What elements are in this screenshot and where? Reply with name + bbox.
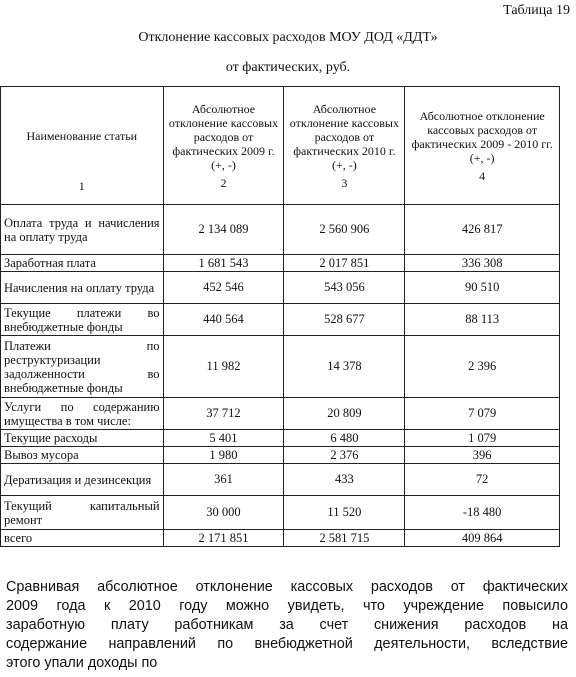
header-col-name-label: Наименование статьи [26, 128, 138, 143]
row-value-2010: 2 560 906 [284, 205, 405, 255]
row-value-diff: 72 [405, 464, 560, 496]
row-value-2010: 433 [284, 464, 405, 496]
row-value-2010: 2 017 851 [284, 255, 405, 272]
row-value-diff: 396 [405, 447, 560, 464]
row-name: всего [1, 530, 164, 547]
row-value-2009: 37 712 [163, 398, 284, 430]
row-name: Заработная плата [1, 255, 164, 272]
row-value-diff: 426 817 [405, 205, 560, 255]
row-value-2009: 361 [163, 464, 284, 496]
row-value-2009: 5 401 [163, 430, 284, 447]
row-value-2009: 440 564 [163, 304, 284, 336]
table-row [1, 272, 560, 304]
row-value-diff: 409 864 [405, 530, 560, 547]
header-col-name-number: 1 [78, 178, 85, 193]
row-name: Оплата труда и начисления на оплату труда [1, 205, 164, 255]
header-col-diff-label: Абсолютное отклонение кассовых расходов от фактических 2009 - 2010 гг.(+, -) [411, 108, 553, 165]
row-value-diff: 1 079 [405, 430, 560, 447]
table-header-row [1, 87, 560, 205]
row-value-2010: 528 677 [284, 304, 405, 336]
body-paragraph [6, 578, 568, 673]
table-row-total [1, 530, 560, 547]
table-row [1, 464, 560, 496]
expense-deviation-table [0, 86, 560, 547]
row-name: Текущий капитальный ремонт [1, 496, 164, 530]
row-value-2009: 11 982 [163, 336, 284, 398]
row-value-2009: 1 980 [163, 447, 284, 464]
paragraph-line: 2009 года к 2010 году можно увидеть, что учреждение повысило [6, 598, 568, 614]
table-row [1, 430, 560, 447]
table-row [1, 398, 560, 430]
header-col-2009-label: Абсолютное отклонение кассовых расходов от фактических 2009 г. (+, -) [168, 101, 279, 172]
row-value-2009: 2 171 851 [163, 530, 284, 547]
paragraph-line: Сравнивая абсолютное отклонение кассовых расходов от фактических [6, 579, 568, 595]
row-name: Услуги по содержанию имущества в том числе: [1, 398, 164, 430]
header-col-2009-number: 2 [220, 175, 227, 190]
header-col-diff [405, 87, 560, 205]
row-value-2010: 6 480 [284, 430, 405, 447]
row-value-2010: 14 378 [284, 336, 405, 398]
header-col-name [1, 87, 164, 205]
row-value-2010: 20 809 [284, 398, 405, 430]
row-value-diff: 90 510 [405, 272, 560, 304]
header-col-2009 [163, 87, 284, 205]
header-col-2010 [284, 87, 405, 205]
row-value-diff: -18 480 [405, 496, 560, 530]
row-name: Текущие расходы [1, 430, 164, 447]
row-name: Вывоз мусора [1, 447, 164, 464]
row-value-2010: 2 581 715 [284, 530, 405, 547]
paragraph-line: заработную плату работникам за счет снижения расходов на [6, 617, 568, 633]
row-name: Текущие платежи во внебюджетные фонды [1, 304, 164, 336]
row-value-diff: 7 079 [405, 398, 560, 430]
paragraph-line: содержание направлений по внебюджетной деятельности, вследствие [6, 636, 568, 652]
paragraph-line: этого упали доходы по [6, 655, 158, 671]
row-value-2010: 2 376 [284, 447, 405, 464]
row-value-2009: 452 546 [163, 272, 284, 304]
table-row [1, 447, 560, 464]
row-name: Начисления на оплату труда [1, 272, 164, 304]
row-value-diff: 2 396 [405, 336, 560, 398]
header-col-2010-label: Абсолютное отклонение кассовых расходов от фактических 2010 г. (+, -) [289, 101, 399, 172]
table-row [1, 336, 560, 398]
table-subtitle: от фактических, руб. [225, 60, 351, 75]
row-value-2010: 543 056 [284, 272, 405, 304]
table-title: Отклонение кассовых расходов МОУ ДОД «ДДТ» [138, 30, 438, 45]
row-value-2009: 1 681 543 [163, 255, 284, 272]
row-value-2009: 30 000 [163, 496, 284, 530]
row-value-2010: 11 520 [284, 496, 405, 530]
row-value-diff: 336 308 [405, 255, 560, 272]
row-name: Платежи по реструктуризации задолженности во внебюджетные фонды [1, 336, 164, 398]
header-col-2010-number: 3 [341, 175, 348, 190]
table-row [1, 205, 560, 255]
table-row [1, 496, 560, 530]
table-number: Таблица 19 [503, 3, 570, 18]
table-row [1, 304, 560, 336]
row-value-diff: 88 113 [405, 304, 560, 336]
table-row [1, 255, 560, 272]
row-value-2009: 2 134 089 [163, 205, 284, 255]
row-name: Дератизация и дезинсекция [1, 464, 164, 496]
header-col-diff-number: 4 [479, 168, 486, 183]
